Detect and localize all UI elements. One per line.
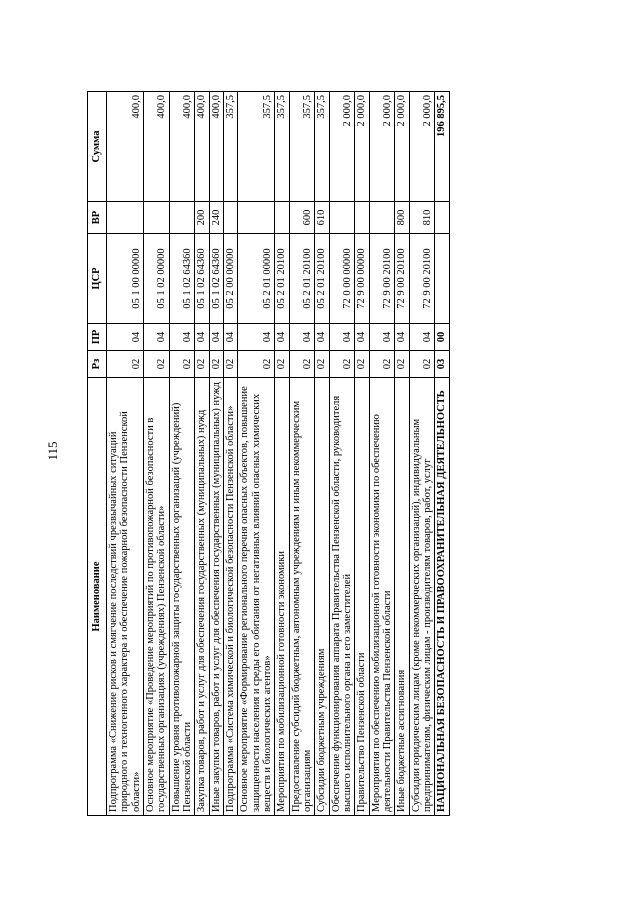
- column-header-sum: Сумма: [88, 92, 107, 202]
- cell-name: Повышение уровня противопожарной защиты государственных организаций (учреждений) Пензенской области: [169, 378, 195, 816]
- table-row: [395, 92, 409, 816]
- cell-vr: 600: [289, 202, 315, 234]
- cell-vr: [107, 202, 144, 234]
- cell-csr: 05 2 01 20100: [289, 234, 315, 324]
- cell-vr: [329, 202, 355, 234]
- column-header-csr: ЦСР: [88, 234, 107, 324]
- cell-csr: 05 2 01 20100: [315, 234, 329, 324]
- table-row: [169, 92, 195, 816]
- cell-csr: 72 9 00 20100: [409, 234, 435, 324]
- cell-csr: 05 2 01 20100: [275, 234, 289, 324]
- cell-vr: [355, 202, 369, 234]
- cell-name: Закупка товаров, работ и услуг для обеспечения государственных (муниципальных) нужд: [195, 378, 209, 816]
- table-row: [223, 92, 237, 816]
- cell-name: Основное мероприятие «Формирование регионального перечня опасных объектов, повышение защищенности населения и среды его обитания от негативных влияний опасных химических веществ и биологических агентов»: [238, 378, 275, 816]
- cell-name: Правительство Пензенской области: [355, 378, 369, 816]
- cell-name: НАЦИОНАЛЬНАЯ БЕЗОПАСНОСТЬ И ПРАВООХРАНИТЕЛЬНАЯ ДЕЯТЕЛЬНОСТЬ: [435, 378, 449, 816]
- cell-rz: 02: [289, 351, 315, 378]
- table-row: [355, 92, 369, 816]
- table-row: [315, 92, 329, 816]
- cell-csr: 05 1 02 64360: [169, 234, 195, 324]
- cell-vr: 240: [209, 202, 223, 234]
- cell-sum: 2 000,0: [329, 92, 355, 202]
- cell-csr: 05 1 00 00000: [107, 234, 144, 324]
- cell-vr: [435, 202, 449, 234]
- cell-vr: 200: [195, 202, 209, 234]
- cell-sum: 400,0: [107, 92, 144, 202]
- cell-name: Субсидии юридическим лицам (кроме некоммерческих организаций), индивидуальным предпринимателям, физическим лицам - производителям товаров, работ, услуг: [409, 378, 435, 816]
- cell-pr: 04: [409, 324, 435, 351]
- cell-pr: 04: [315, 324, 329, 351]
- cell-rz: 02: [315, 351, 329, 378]
- cell-pr: 04: [355, 324, 369, 351]
- cell-vr: [223, 202, 237, 234]
- cell-pr: 04: [238, 324, 275, 351]
- cell-name: Мероприятия по мобилизационной готовности экономики: [275, 378, 289, 816]
- table-row: [369, 92, 395, 816]
- budget-table: [87, 91, 450, 816]
- cell-name: Иные бюджетные ассигнования: [395, 378, 409, 816]
- cell-vr: [369, 202, 395, 234]
- cell-csr: 05 2 01 00000: [238, 234, 275, 324]
- table-row: [195, 92, 209, 816]
- table-row: [275, 92, 289, 816]
- cell-pr: 04: [169, 324, 195, 351]
- table-header-row: [88, 92, 107, 816]
- cell-sum: 196 895,5: [435, 92, 449, 202]
- cell-sum: 400,0: [169, 92, 195, 202]
- cell-rz: 02: [195, 351, 209, 378]
- cell-name: Подпрограмма «Система химической и биологической безопасности Пензенской области»: [223, 378, 237, 816]
- table-row: [107, 92, 144, 816]
- table-row: [409, 92, 435, 816]
- cell-csr: 05 1 02 64360: [195, 234, 209, 324]
- cell-vr: [143, 202, 169, 234]
- cell-sum: 357,5: [289, 92, 315, 202]
- cell-vr: 810: [409, 202, 435, 234]
- table-row: [238, 92, 275, 816]
- cell-sum: 357,5: [238, 92, 275, 202]
- cell-rz: 02: [169, 351, 195, 378]
- cell-csr: [435, 234, 449, 324]
- column-header-rz: Рз: [88, 351, 107, 378]
- cell-name: Мероприятия по обеспечению мобилизационной готовности экономики по обеспечению деятельности Правительства Пензенской области: [369, 378, 395, 816]
- cell-rz: 02: [409, 351, 435, 378]
- cell-pr: 04: [275, 324, 289, 351]
- cell-rz: 02: [143, 351, 169, 378]
- cell-vr: 800: [395, 202, 409, 234]
- cell-csr: 72 9 00 20100: [395, 234, 409, 324]
- cell-pr: 04: [395, 324, 409, 351]
- cell-rz: 02: [238, 351, 275, 378]
- table-row: [329, 92, 355, 816]
- table-row: [435, 92, 449, 816]
- cell-sum: 400,0: [209, 92, 223, 202]
- table-row: [209, 92, 223, 816]
- rotated-table-frame: [87, 92, 557, 816]
- cell-pr: 04: [369, 324, 395, 351]
- cell-name: Иные закупки товаров, работ и услуг для обеспечения государственных (муниципальных) нужд: [209, 378, 223, 816]
- table-body: [107, 92, 450, 816]
- cell-name: Основное мероприятие «Проведение мероприятий по противопожарной безопасности в государственных организациях (учреждениях) Пензенской области»: [143, 378, 169, 816]
- column-header-vr: ВР: [88, 202, 107, 234]
- cell-csr: 05 2 00 00000: [223, 234, 237, 324]
- cell-pr: 04: [195, 324, 209, 351]
- cell-pr: 04: [209, 324, 223, 351]
- cell-sum: 357,5: [315, 92, 329, 202]
- cell-rz: 02: [329, 351, 355, 378]
- cell-sum: 400,0: [195, 92, 209, 202]
- cell-csr: 72 9 00 20100: [369, 234, 395, 324]
- cell-pr: 04: [329, 324, 355, 351]
- cell-vr: [169, 202, 195, 234]
- cell-rz: 02: [395, 351, 409, 378]
- cell-vr: [238, 202, 275, 234]
- cell-name: Предоставление субсидий бюджетным, автономным учреждениям и иным некоммерческим организациям: [289, 378, 315, 816]
- cell-sum: 2 000,0: [355, 92, 369, 202]
- table-row: [289, 92, 315, 816]
- cell-csr: 05 1 02 64360: [209, 234, 223, 324]
- cell-sum: 400,0: [143, 92, 169, 202]
- cell-rz: 02: [369, 351, 395, 378]
- cell-vr: 610: [315, 202, 329, 234]
- column-header-name: Наименование: [88, 378, 107, 816]
- cell-pr: 04: [223, 324, 237, 351]
- rotated-content: [87, 92, 557, 816]
- column-header-pr: ПР: [88, 324, 107, 351]
- table-row: [143, 92, 169, 816]
- cell-sum: 2 000,0: [409, 92, 435, 202]
- cell-pr: 00: [435, 324, 449, 351]
- cell-name: Подпрограмма «Снижение рисков и смягчение последствий чрезвычайных ситуаций природного и техногенного характера и обеспечение пожарной безопасности Пензенской области»: [107, 378, 144, 816]
- cell-csr: 72 0 00 00000: [329, 234, 355, 324]
- cell-vr: [275, 202, 289, 234]
- cell-sum: 357,5: [223, 92, 237, 202]
- cell-rz: 02: [275, 351, 289, 378]
- cell-csr: 72 9 00 00000: [355, 234, 369, 324]
- cell-sum: 2 000,0: [395, 92, 409, 202]
- cell-csr: 05 1 02 00000: [143, 234, 169, 324]
- cell-rz: 02: [107, 351, 144, 378]
- cell-sum: 2 000,0: [369, 92, 395, 202]
- cell-rz: 03: [435, 351, 449, 378]
- cell-rz: 02: [223, 351, 237, 378]
- page-number: 115: [45, 441, 60, 461]
- cell-name: Субсидии бюджетным учреждениям: [315, 378, 329, 816]
- cell-pr: 04: [289, 324, 315, 351]
- cell-pr: 04: [143, 324, 169, 351]
- cell-pr: 04: [107, 324, 144, 351]
- cell-sum: 357,5: [275, 92, 289, 202]
- cell-rz: 02: [209, 351, 223, 378]
- cell-rz: 02: [355, 351, 369, 378]
- cell-name: Обеспечение функционирования аппарата Правительства Пензенской области, руководителя высшего исполнительного органа и его заместителей: [329, 378, 355, 816]
